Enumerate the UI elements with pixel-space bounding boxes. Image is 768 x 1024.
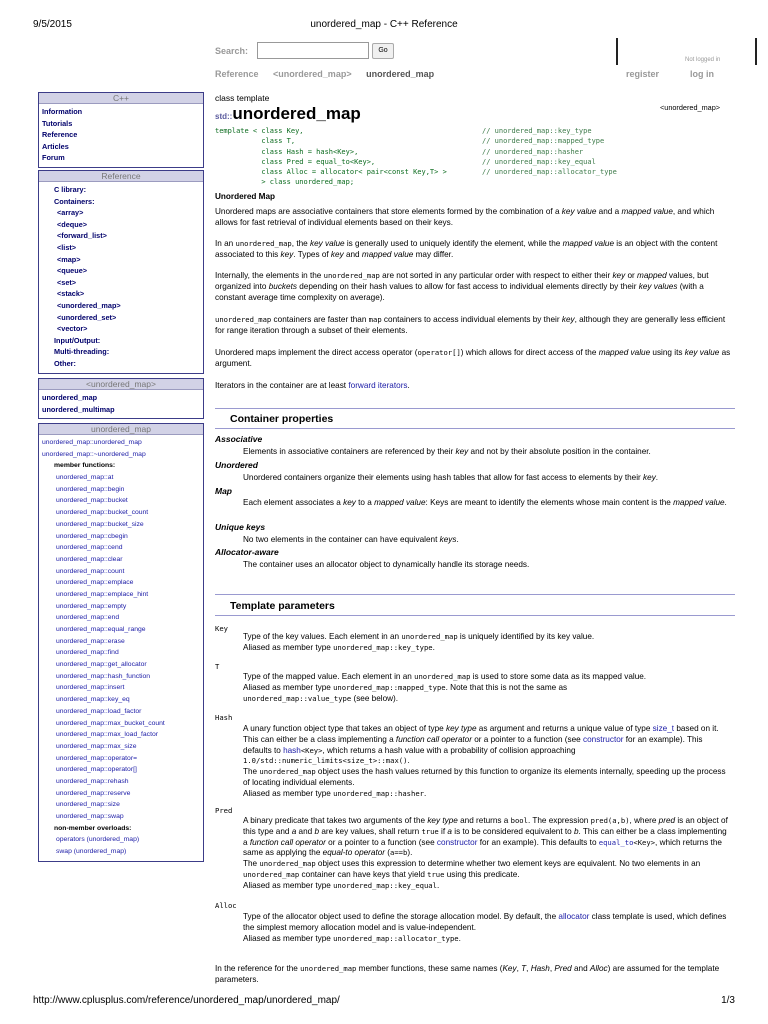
breadcrumb-reference[interactable]: Reference (215, 69, 259, 79)
code-comment: // unordered_map::key_equal (482, 157, 596, 166)
breadcrumb (215, 69, 446, 79)
sidebar-reference-header: Reference (39, 171, 203, 182)
sidebar-section-label: member functions: (54, 462, 116, 470)
param-name: Key (215, 624, 228, 633)
code-line: > class unordered_map; (215, 178, 355, 187)
code-line: class Pred = equal_to<Key>, (215, 157, 376, 166)
property-name: Associative (215, 434, 263, 444)
print-page-number: 1/3 (721, 995, 735, 1006)
paragraph-iterators (215, 380, 735, 391)
sidebar-member-link[interactable]: unordered_map::empty (56, 602, 127, 610)
sidebar-item-reference[interactable]: Reference (42, 130, 78, 140)
sidebar-member-link[interactable]: unordered_map::unordered_map (42, 439, 142, 446)
code-comment (482, 177, 617, 187)
property-name: Unique keys (215, 522, 266, 532)
property-name: Unordered (215, 460, 258, 470)
sidebar-reference-item[interactable]: <unordered_map> (57, 300, 121, 310)
param-description: Type of the allocator object used to define the storage allocation model. By default, the allocator class template is used, which defines the simplest memory allocation model and is value-independent. Aliased as member type unordered_map::allocator_type. (243, 912, 727, 943)
search-go-button[interactable]: Go (372, 43, 394, 59)
property-description: Unordered containers organize their elements using hash tables that allow for fast access to elements by their key. (243, 473, 659, 482)
sidebar-item-articles[interactable]: Articles (42, 141, 69, 151)
sidebar-member-link[interactable]: unordered_map::reserve (56, 789, 131, 797)
header-tag: <unordered_map> (660, 103, 721, 112)
sidebar-reference-item[interactable]: <map> (57, 254, 81, 264)
sidebar-member-link[interactable]: unordered_map::hash_function (56, 672, 151, 680)
namespace-prefix: std:: (215, 112, 233, 121)
param-description: A unary function object type that takes an object of type key type as argument and returns a unique value of type size_t based on it. This can either be a class implementing a function call operator or a pointer to a function (see constructor for an example). This defaults to hash<Key>, which returns a hash value with a probability of collision approaching 1.0/std::numeric_limits<size_t>::max(). The unordered_map object uses the hash values returned by this function to organize its elements internally, speeding up the process of locating individual elements. Aliased as member type unordered_map::hasher. (243, 724, 726, 798)
sidebar-reference-item[interactable]: <deque> (57, 219, 88, 229)
breadcrumb-header[interactable]: <unordered_map> (273, 69, 352, 79)
sidebar-class-box-title: unordered_map (39, 424, 203, 435)
sidebar-reference-item[interactable]: Multi-threading: (54, 347, 110, 357)
section-title-container-properties: Container properties (230, 413, 334, 425)
divider (616, 38, 618, 65)
sidebar-reference-item[interactable]: <stack> (57, 289, 85, 299)
sidebar-member-link[interactable]: unordered_map::emplace_hint (56, 590, 149, 598)
sidebar-member-link[interactable]: unordered_map::size (56, 801, 120, 809)
section-divider (215, 428, 735, 429)
code-line: class T, (215, 137, 296, 146)
sidebar-class-box (38, 423, 204, 862)
sidebar-member-link[interactable]: operators (unordered_map) (56, 836, 140, 844)
paragraph: Unordered maps are associative containers that store elements formed by the combination of a key value and a mapped value, and which allows for fast retrieval of individual elements based on their keys. (215, 207, 715, 228)
property-description: The container uses an allocator object to dynamically handle its storage needs. (243, 560, 530, 569)
param-name: Pred (215, 806, 233, 815)
section-title-unordered-map: Unordered Map (215, 192, 276, 201)
print-url: http://www.cplusplus.com/reference/unordered_map/unordered_map/ (33, 995, 340, 1006)
code-comment: // unordered_map::mapped_type (482, 137, 605, 146)
code-comment: // unordered_map::allocator_type (482, 168, 617, 177)
sidebar-member-link[interactable]: unordered_map::erase (56, 637, 125, 645)
sidebar-member-link[interactable]: unordered_map::~unordered_map (42, 450, 146, 458)
divider (755, 38, 757, 65)
login-status: Not logged in (685, 57, 721, 63)
paragraph: In the reference for the unordered_map member functions, these same names (Key, T, Hash, Pred and Alloc) are assumed for the template parameters. (215, 964, 720, 985)
sidebar-item-information[interactable]: Information (42, 107, 83, 116)
code-comment: // unordered_map::hasher (482, 147, 584, 156)
sidebar-reference-item[interactable]: <unordered_set> (57, 312, 117, 322)
sidebar-member-link[interactable]: unordered_map::cend (56, 544, 123, 552)
property-name: Allocator-aware (215, 547, 279, 557)
sidebar-reference-item[interactable]: <array> (57, 208, 84, 218)
sidebar-item-forum[interactable]: Forum (42, 153, 65, 163)
sidebar-member-link[interactable]: unordered_map::load_factor (56, 707, 142, 715)
sidebar-reference-item[interactable]: <list> (57, 242, 77, 252)
paragraph: In an unordered_map, the key value is generally used to uniquely identify the element, while the mapped value is an object with the content associated to this key. Types of key and mapped value may differ. (215, 239, 718, 260)
sidebar-member-link[interactable]: unordered_map::at (56, 474, 114, 482)
sidebar-reference-item[interactable]: Other: (54, 358, 76, 368)
breadcrumb-current[interactable]: unordered_map (366, 69, 435, 79)
param-name: T (215, 662, 220, 671)
sidebar-member-link[interactable]: unordered_map::get_allocator (56, 661, 147, 669)
param-description: Type of the mapped value. Each element in an unordered_map is used to store some data as its mapped value. Aliased as member type unordered_map::mapped_type. Note that this is not the same as unordered_map::value_type (see below). (243, 672, 647, 703)
search-input[interactable] (257, 42, 369, 59)
sidebar-member-link[interactable]: unordered_map::count (56, 567, 125, 575)
class-template-label: class template (215, 93, 270, 103)
property-description: Each element associates a key to a mapped value: Keys are meant to identify the elements whose main content is the mapped value. (243, 498, 727, 507)
sidebar-reference-item[interactable]: C library: (54, 185, 87, 194)
sidebar-member-link[interactable]: unordered_map::begin (56, 485, 125, 493)
login-link[interactable]: log in (690, 69, 714, 79)
iterators-suffix: . (407, 381, 410, 390)
sidebar-member-link[interactable]: unordered_map::emplace (56, 579, 134, 587)
print-date: 9/5/2015 (33, 19, 72, 30)
sidebar-reference-box (38, 170, 204, 374)
sidebar-member-link[interactable]: unordered_map::clear (56, 555, 123, 563)
forward-iterators-link[interactable]: forward iterators (348, 381, 408, 390)
sidebar-section-label: non-member overloads: (54, 824, 132, 832)
paragraph: Unordered maps implement the direct access operator (operator[]) which allows for direct access of the mapped value using its key value as argument. (215, 348, 731, 369)
section-divider (215, 615, 735, 616)
code-comment: // unordered_map::key_type (482, 127, 592, 135)
param-description: Type of the key values. Each element in an unordered_map is uniquely identified by its key value. Aliased as member type unordered_map::key_type. (243, 632, 595, 652)
sidebar-header-item[interactable]: unordered_multimap (42, 404, 115, 414)
sidebar-reference-item[interactable]: Containers: (54, 196, 95, 206)
param-description: A binary predicate that takes two arguments of the key type and returns a bool. The expression pred(a,b), where pred is an object of this type and a and b are key values, shall return true if a is to be considered equivalent to b. This can either be a class implementing a function call operator or a pointer to a function (see constructor for an example). This defaults to equal_to<Key>, which returns the same as applying the equal-to operator (a==b). The unordered_map object uses this expression to determine whether two element keys are equivalent. No two elements in an unordered_map container can have keys that yield true using this predicate. Aliased as member type unordered_map::key_equal. (243, 816, 728, 890)
param-name: Hash (215, 713, 233, 722)
sidebar-member-link[interactable]: unordered_map::cbegin (56, 532, 128, 540)
sidebar-cpp-header: C++ (39, 93, 203, 104)
sidebar-member-link[interactable]: unordered_map::equal_range (56, 626, 146, 633)
property-name: Map (215, 486, 232, 496)
register-link[interactable]: register (626, 69, 660, 79)
sidebar-member-link[interactable]: unordered_map::end (56, 614, 120, 622)
code-line: class Hash = hash<Key>, (215, 147, 359, 156)
sidebar-member-link[interactable]: unordered_map::bucket (56, 497, 128, 505)
sidebar-reference-item[interactable]: <set> (57, 277, 77, 287)
property-description: No two elements in the container can have equivalent keys. (243, 535, 459, 544)
paragraph: Internally, the elements in the unordered_map are not sorted in any particular order with respect to either their key or mapped values, but organized into buckets depending on their hash values to allow for fast access to individual elements directly by their key values (with a constant average time complexity on average). (215, 271, 709, 303)
property-description: Elements in associative containers are referenced by their key and not by their absolute position in the container. (243, 447, 651, 456)
sidebar-member-link[interactable]: unordered_map::bucket_size (56, 520, 144, 528)
sidebar-member-link[interactable]: unordered_map::max_bucket_count (56, 719, 165, 727)
sidebar-header-item[interactable]: unordered_map (42, 393, 98, 402)
sidebar-reference-item[interactable]: <queue> (57, 266, 88, 276)
code-line: template < class Key, (215, 127, 304, 135)
sidebar-member-link[interactable]: unordered_map::find (56, 649, 119, 657)
sidebar-member-link[interactable]: unordered_map::operator= (56, 754, 138, 762)
sidebar-member-link[interactable]: unordered_map::operator[] (56, 766, 137, 774)
sidebar-member-link[interactable]: unordered_map::max_size (56, 742, 137, 750)
page-title (215, 104, 361, 124)
sidebar-member-link[interactable]: unordered_map::bucket_count (56, 509, 149, 517)
sidebar-reference-item[interactable]: <forward_list> (57, 231, 107, 241)
param-name: Alloc (215, 901, 237, 910)
sidebar-member-link[interactable]: unordered_map::max_load_factor (56, 731, 159, 739)
section-divider (215, 408, 735, 409)
search-label: Search: (215, 46, 249, 56)
sidebar-member-link[interactable]: unordered_map::swap (56, 813, 124, 820)
sidebar-reference-item[interactable]: Input/Output: (54, 335, 101, 345)
sidebar-member-link[interactable]: unordered_map::key_eq (56, 696, 130, 704)
class-name: unordered_map (232, 104, 361, 123)
iterators-text: Iterators in the container are at least (215, 381, 349, 390)
template-declaration (215, 126, 730, 187)
sidebar-member-link[interactable]: unordered_map::insert (56, 684, 125, 692)
code-line: class Alloc = allocator< pair<const Key,T> > (215, 168, 447, 177)
sidebar-header-box (38, 378, 204, 419)
section-title-template-parameters: Template parameters (230, 600, 335, 612)
sidebar-reference-item[interactable]: <vector> (57, 324, 88, 334)
sidebar-item-tutorials[interactable]: Tutorials (42, 118, 73, 128)
sidebar-cpp-box (38, 92, 204, 168)
sidebar-member-link[interactable]: swap (unordered_map) (56, 848, 127, 856)
sidebar-member-link[interactable]: unordered_map::rehash (56, 777, 129, 785)
sidebar-header-box-title: <unordered_map> (39, 379, 203, 390)
paragraph: unordered_map containers are faster than map containers to access individual elements by their key, although they are generally less efficient for range iteration through a subset of their elements. (215, 315, 726, 336)
section-divider (215, 594, 735, 595)
print-page-title: unordered_map - C++ Reference (310, 19, 458, 30)
